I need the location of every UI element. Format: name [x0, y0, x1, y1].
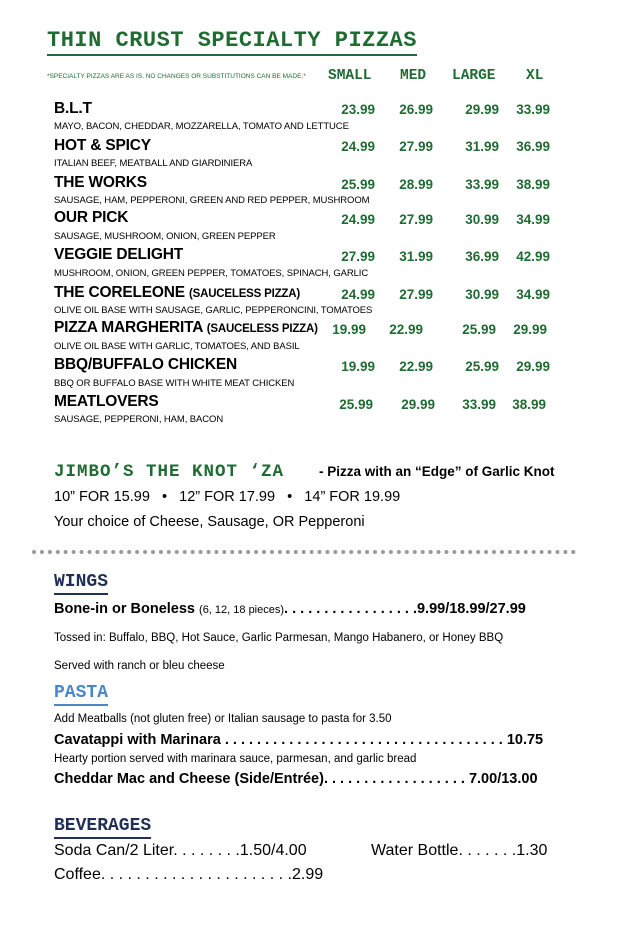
price-xl: 34.99 — [516, 212, 550, 227]
price-med: 28.99 — [399, 177, 433, 192]
price-large: 30.99 — [465, 212, 499, 227]
pizza-description: OLIVE OIL BASE WITH SAUSAGE, GARLIC, PEPPERONCINI, TOMATOES — [54, 305, 373, 316]
pasta-addon: Add Meatballs (not gluten free) or Italian sausage to pasta for 3.50 — [54, 713, 392, 725]
beverages-section-title: BEVERAGES — [54, 816, 151, 839]
pizza-description: ITALIAN BEEF, MEATBALL AND GIARDINIERA — [54, 158, 253, 169]
beverage-coffee: Coffee. . . . . . . . . . . . . . . . . . . . . .2.99 — [54, 866, 324, 883]
pizza-name: OUR PICK — [54, 209, 129, 226]
pizza-description: SAUSAGE, PEPPERONI, HAM, BACON — [54, 414, 224, 425]
price-large: 36.99 — [465, 249, 499, 264]
price-med: 22.99 — [399, 359, 433, 374]
price-small: 25.99 — [339, 397, 373, 412]
price-small: 27.99 — [341, 249, 375, 264]
price-xl: 36.99 — [516, 139, 550, 154]
price-med: 26.99 — [399, 102, 433, 117]
price-med: 29.99 — [401, 397, 435, 412]
knot-choice: Your choice of Cheese, Sausage, OR Pepperoni — [54, 514, 365, 530]
price-small: 25.99 — [341, 177, 375, 192]
pizza-description: MAYO, BACON, CHEDDAR, MOZZARELLA, TOMATO AND LETTUCE — [54, 121, 349, 132]
price-xl: 38.99 — [512, 397, 546, 412]
pizza-description: BBQ OR BUFFALO BASE WITH WHITE MEAT CHICKEN — [54, 378, 295, 389]
wings-sauces: Tossed in: Buffalo, BBQ, Hot Sauce, Garlic Parmesan, Mango Habanero, or Honey BBQ — [54, 632, 504, 644]
price-xl: 33.99 — [516, 102, 550, 117]
size-header-small: SMALL — [328, 68, 372, 84]
pizza-name: THE CORELEONE (SAUCELESS PIZZA) — [54, 284, 300, 301]
pasta-item-cavatappi: Cavatappi with Marinara . . . . . . . . . . . . . . . . . . . . . . . . . . . . . . . . . . . 10.75 — [54, 732, 544, 748]
price-large: 33.99 — [462, 397, 496, 412]
size-header-xl: XL — [526, 68, 544, 84]
price-xl: 29.99 — [516, 359, 550, 374]
pizza-description: MUSHROOM, ONION, GREEN PEPPER, TOMATOES, SPINACH, GARLIC — [54, 268, 369, 279]
pizza-name: BBQ/BUFFALO CHICKEN — [54, 356, 238, 373]
price-large: 31.99 — [465, 139, 499, 154]
price-med: 22.99 — [389, 322, 423, 337]
price-med: 27.99 — [399, 287, 433, 302]
section-divider — [32, 550, 576, 554]
price-med: 27.99 — [399, 139, 433, 154]
price-large: 30.99 — [465, 287, 499, 302]
knot-section-title: JIMBO’S THE KNOT ‘ZA — [54, 462, 285, 482]
pizza-name: HOT & SPICY — [54, 137, 151, 154]
pizza-description: SAUSAGE, HAM, PEPPERONI, GREEN AND RED PEPPER, MUSHROOM — [54, 195, 370, 206]
knot-sizes: 10” FOR 15.99 • 12” FOR 17.99 • 14” FOR 19.99 — [54, 489, 401, 505]
price-xl: 34.99 — [516, 287, 550, 302]
beverage-soda: Soda Can/2 Liter. . . . . . . .1.50/4.00 — [54, 842, 307, 859]
price-small: 24.99 — [341, 139, 375, 154]
price-large: 25.99 — [465, 359, 499, 374]
wings-served: Served with ranch or bleu cheese — [54, 660, 225, 672]
pizza-description: OLIVE OIL BASE WITH GARLIC, TOMATOES, AND BASIL — [54, 341, 300, 352]
price-med: 31.99 — [399, 249, 433, 264]
wings-item: Bone-in or Boneless (6, 12, 18 pieces). . . . . . . . . . . . . . . . .9.99/18.99/27.99 — [54, 601, 526, 617]
pasta-item-cavatappi-desc: Hearty portion served with marinara sauce, parmesan, and garlic bread — [54, 753, 417, 765]
price-small: 19.99 — [332, 322, 366, 337]
price-large: 25.99 — [462, 322, 496, 337]
pizza-description: SAUSAGE, MUSHROOM, ONION, GREEN PEPPER — [54, 231, 276, 242]
pasta-item-mac-cheese: Cheddar Mac and Cheese (Side/Entrée). . . . . . . . . . . . . . . . . . 7.00/13.00 — [54, 771, 538, 787]
beverage-water: Water Bottle. . . . . . .1.30 — [371, 842, 548, 859]
price-xl: 42.99 — [516, 249, 550, 264]
price-small: 19.99 — [341, 359, 375, 374]
pizza-name: MEATLOVERS — [54, 393, 159, 410]
pasta-section-title: PASTA — [54, 683, 108, 706]
pizza-name: B.L.T — [54, 100, 92, 117]
price-small: 24.99 — [341, 212, 375, 227]
price-xl: 38.99 — [516, 177, 550, 192]
price-xl: 29.99 — [513, 322, 547, 337]
pizza-name: THE WORKS — [54, 174, 147, 191]
price-large: 33.99 — [465, 177, 499, 192]
price-large: 29.99 — [465, 102, 499, 117]
size-header-large: LARGE — [452, 68, 496, 84]
wings-section-title: WINGS — [54, 572, 108, 595]
price-small: 24.99 — [341, 287, 375, 302]
pizza-name: PIZZA MARGHERITA (SAUCELESS PIZZA) — [54, 319, 318, 336]
price-med: 27.99 — [399, 212, 433, 227]
knot-tagline: - Pizza with an “Edge” of Garlic Knot — [319, 464, 555, 479]
pizza-note: *SPECIALTY PIZZAS ARE AS IS. NO CHANGES OR SUBSTITUTIONS CAN BE MADE.* — [47, 73, 306, 80]
pizza-section-title: THIN CRUST SPECIALTY PIZZAS — [47, 28, 417, 56]
pizza-name: VEGGIE DELIGHT — [54, 246, 183, 263]
size-header-med: MED — [400, 68, 427, 84]
price-small: 23.99 — [341, 102, 375, 117]
